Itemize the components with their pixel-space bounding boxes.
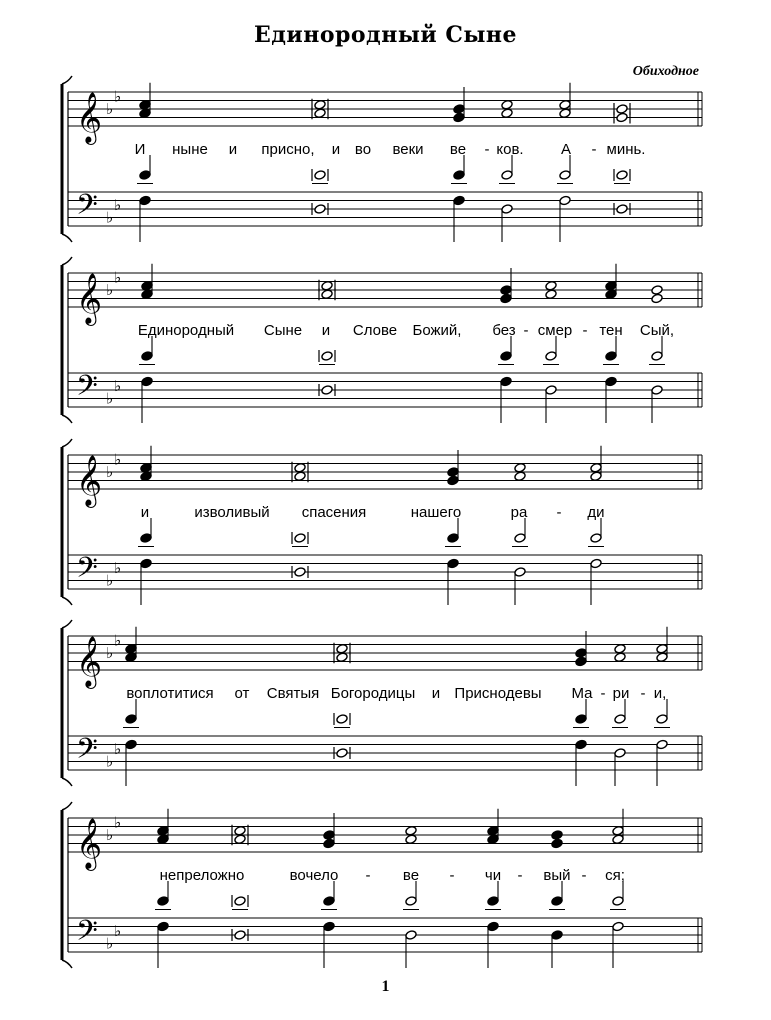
note-head xyxy=(157,896,169,907)
note-head xyxy=(575,739,587,750)
lyric-syllable: Слове xyxy=(352,322,398,339)
note-head xyxy=(656,652,668,663)
lyric-syllable: - xyxy=(449,867,455,884)
note-head xyxy=(559,99,571,110)
flat-sign: ♭ xyxy=(106,571,114,590)
flat-sign: ♭ xyxy=(106,463,114,481)
note-head xyxy=(500,376,512,387)
lyric-syllable: - xyxy=(591,141,597,158)
lyric-syllable: во xyxy=(354,141,372,158)
lyric-syllable: ве xyxy=(449,141,467,158)
music-system xyxy=(62,439,702,605)
note-head xyxy=(651,351,663,362)
note-head xyxy=(321,351,333,362)
note-head xyxy=(501,170,513,181)
note-head xyxy=(605,280,617,291)
lyric-syllable: Святыя xyxy=(266,685,320,702)
note-head xyxy=(551,896,563,907)
lyric-syllable: ри xyxy=(612,685,630,702)
lyric-syllable: и, xyxy=(653,685,667,702)
note-head xyxy=(590,533,602,544)
bracket-hook xyxy=(62,778,72,786)
lyric-syllable: воплотитися xyxy=(126,685,214,702)
treble-clef: 𝄞 xyxy=(76,818,103,869)
note-head xyxy=(294,462,306,473)
page-number: 1 xyxy=(381,978,390,995)
note-head xyxy=(323,921,335,932)
lyric-syllable: и xyxy=(140,504,150,521)
note-head xyxy=(656,714,668,725)
lyric-syllable: вочело xyxy=(289,867,339,884)
note-head xyxy=(125,714,137,725)
music-system xyxy=(62,76,702,242)
note-head xyxy=(321,280,333,291)
note-head xyxy=(614,714,626,725)
bracket-hook xyxy=(62,620,72,628)
note-head xyxy=(605,289,617,300)
note-head xyxy=(545,385,557,396)
note-head xyxy=(487,834,499,845)
lyric-syllable: А xyxy=(560,141,572,158)
note-head xyxy=(447,558,459,569)
note-head xyxy=(575,656,587,667)
note-head xyxy=(336,652,348,663)
note-head xyxy=(590,558,602,569)
note-head xyxy=(514,462,526,473)
lyric-syllable: и xyxy=(228,141,238,158)
flat-sign: ♭ xyxy=(114,195,122,214)
note-head xyxy=(139,170,151,181)
lyric-syllable: - xyxy=(365,867,371,884)
note-head xyxy=(500,285,512,296)
note-head xyxy=(656,739,668,750)
note-head xyxy=(323,838,335,849)
lyric-syllable: - xyxy=(600,685,606,702)
lyric-syllable: Приснодевы xyxy=(454,685,542,702)
lyric-syllable: ра xyxy=(510,504,528,521)
note-head xyxy=(405,896,417,907)
flat-sign: ♭ xyxy=(114,558,122,577)
lyric-syllable: - xyxy=(640,685,646,702)
lyric-syllable: - xyxy=(581,867,587,884)
note-head xyxy=(616,104,628,115)
flat-sign: ♭ xyxy=(114,739,122,758)
flat-sign: ♭ xyxy=(106,752,114,771)
bracket-hook xyxy=(62,76,72,84)
title: Единородный Сыне xyxy=(253,22,518,48)
note-head xyxy=(651,285,663,296)
note-head xyxy=(234,896,246,907)
bracket-hook xyxy=(62,257,72,265)
note-head xyxy=(405,930,417,941)
lyric-syllable: без xyxy=(492,322,516,339)
bracket-hook xyxy=(62,960,72,968)
bass-clef: 𝄢 xyxy=(76,551,98,592)
note-head xyxy=(551,930,563,941)
note-head xyxy=(514,567,526,578)
flat-sign: ♭ xyxy=(114,450,122,469)
bracket-hook xyxy=(62,234,72,242)
note-head xyxy=(612,921,624,932)
treble-clef: 𝄞 xyxy=(76,455,103,506)
lyric-syllable: чи xyxy=(484,867,502,884)
flat-sign: ♭ xyxy=(106,644,114,662)
note-head xyxy=(323,896,335,907)
lyric-syllable: ве xyxy=(402,867,420,884)
flat-sign: ♭ xyxy=(114,87,122,106)
note-head xyxy=(141,289,153,300)
treble-clef: 𝄞 xyxy=(76,636,103,687)
lyric-syllable: от xyxy=(234,685,250,702)
note-head xyxy=(140,471,152,482)
note-head xyxy=(139,195,151,206)
note-head xyxy=(141,351,153,362)
flat-sign: ♭ xyxy=(106,934,114,953)
note-head xyxy=(141,280,153,291)
note-head xyxy=(612,896,624,907)
note-head xyxy=(656,643,668,654)
note-head xyxy=(314,204,326,215)
note-head xyxy=(453,112,465,123)
note-head xyxy=(323,830,335,841)
note-head xyxy=(551,830,563,841)
note-head xyxy=(125,739,137,750)
lyric-syllable: Сый, xyxy=(639,322,675,339)
note-head xyxy=(559,195,571,206)
lyric-syllable: - xyxy=(517,867,523,884)
note-head xyxy=(336,748,348,759)
note-head xyxy=(545,351,557,362)
note-head xyxy=(139,108,151,119)
note-head xyxy=(447,467,459,478)
lyric-syllable: Единородный xyxy=(137,322,235,339)
note-head xyxy=(614,748,626,759)
note-head xyxy=(500,351,512,362)
note-head xyxy=(616,112,628,123)
note-head xyxy=(651,293,663,304)
note-head xyxy=(321,289,333,300)
lyric-syllable: - xyxy=(582,322,588,339)
lyric-syllable: ков. xyxy=(496,141,524,158)
note-head xyxy=(139,99,151,110)
bass-clef: 𝄢 xyxy=(76,732,98,773)
note-head xyxy=(575,648,587,659)
note-head xyxy=(234,834,246,845)
flat-sign: ♭ xyxy=(106,826,114,844)
flat-sign: ♭ xyxy=(106,100,114,118)
lyric-syllable: присно, xyxy=(261,141,315,158)
note-head xyxy=(612,825,624,836)
note-head xyxy=(590,462,602,473)
note-head xyxy=(487,825,499,836)
lyric-syllable: Божий, xyxy=(412,322,462,339)
note-head xyxy=(575,714,587,725)
treble-clef: 𝄞 xyxy=(76,273,103,324)
bracket-hook xyxy=(62,802,72,810)
note-head xyxy=(157,825,169,836)
bass-clef: 𝄢 xyxy=(76,914,98,955)
note-head xyxy=(314,108,326,119)
note-head xyxy=(140,462,152,473)
lyric-syllable: Сыне xyxy=(263,322,303,339)
note-head xyxy=(605,351,617,362)
note-head xyxy=(514,533,526,544)
lyric-syllable: - xyxy=(523,322,529,339)
lyric-syllable: веки xyxy=(392,141,424,158)
lyric-syllable: нашего xyxy=(410,504,462,521)
note-head xyxy=(453,104,465,115)
note-head xyxy=(294,471,306,482)
note-head xyxy=(453,195,465,206)
note-head xyxy=(651,385,663,396)
flat-sign: ♭ xyxy=(114,376,122,395)
note-head xyxy=(559,108,571,119)
music-system xyxy=(62,257,702,423)
note-head xyxy=(314,99,326,110)
lyric-syllable: и xyxy=(321,322,331,339)
flat-sign: ♭ xyxy=(114,268,122,287)
note-head xyxy=(612,834,624,845)
lyric-syllable: ныне xyxy=(172,141,208,158)
note-head xyxy=(141,376,153,387)
flat-sign: ♭ xyxy=(114,921,122,940)
lyric-syllable: - xyxy=(556,504,562,521)
lyric-syllable: смер xyxy=(537,322,573,339)
note-head xyxy=(590,471,602,482)
note-head xyxy=(234,930,246,941)
lyric-syllable: тен xyxy=(599,322,623,339)
bracket-hook xyxy=(62,415,72,423)
lyric-syllable: - xyxy=(484,141,490,158)
note-head xyxy=(501,108,513,119)
note-head xyxy=(453,170,465,181)
note-head xyxy=(500,293,512,304)
note-head xyxy=(616,170,628,181)
flat-sign: ♭ xyxy=(114,631,122,650)
note-head xyxy=(514,471,526,482)
note-head xyxy=(616,204,628,215)
note-head xyxy=(614,652,626,663)
note-head xyxy=(447,533,459,544)
note-head xyxy=(487,896,499,907)
note-head xyxy=(487,921,499,932)
flat-sign: ♭ xyxy=(106,208,114,227)
note-head xyxy=(336,714,348,725)
note-head xyxy=(157,834,169,845)
note-head xyxy=(551,838,563,849)
flat-sign: ♭ xyxy=(106,389,114,408)
subtitle: Обиходное xyxy=(632,64,699,79)
bracket-hook xyxy=(62,597,72,605)
note-head xyxy=(336,643,348,654)
lyric-syllable: изволивый xyxy=(194,504,270,521)
note-head xyxy=(234,825,246,836)
note-head xyxy=(559,170,571,181)
lyric-syllable: и xyxy=(331,141,341,158)
bass-clef: 𝄢 xyxy=(76,369,98,410)
lyric-syllable: минь. xyxy=(606,141,646,158)
note-head xyxy=(501,204,513,215)
lyric-syllable: и xyxy=(431,685,441,702)
lyric-syllable: И xyxy=(134,141,146,158)
music-system xyxy=(62,802,702,968)
note-head xyxy=(294,533,306,544)
lyric-syllable: Ма xyxy=(571,685,593,702)
note-head xyxy=(605,376,617,387)
note-head xyxy=(157,921,169,932)
note-head xyxy=(545,280,557,291)
note-head xyxy=(321,385,333,396)
lyric-syllable: Богородицы xyxy=(330,685,416,702)
note-head xyxy=(314,170,326,181)
note-head xyxy=(125,643,137,654)
flat-sign: ♭ xyxy=(106,281,114,299)
music-system xyxy=(62,620,702,786)
note-head xyxy=(140,558,152,569)
note-head xyxy=(545,289,557,300)
note-head xyxy=(294,567,306,578)
note-head xyxy=(405,834,417,845)
lyric-syllable: вый xyxy=(543,867,571,884)
lyric-syllable: спасения xyxy=(301,504,367,521)
bass-clef: 𝄢 xyxy=(76,188,98,229)
note-head xyxy=(614,643,626,654)
note-head xyxy=(447,475,459,486)
lyric-syllable: непреложно xyxy=(159,867,245,884)
lyric-syllable: ся; xyxy=(605,867,625,884)
note-head xyxy=(140,533,152,544)
note-head xyxy=(405,825,417,836)
lyric-syllable: ди xyxy=(587,504,605,521)
bracket-hook xyxy=(62,439,72,447)
note-head xyxy=(501,99,513,110)
flat-sign: ♭ xyxy=(114,813,122,832)
treble-clef: 𝄞 xyxy=(76,92,103,143)
note-head xyxy=(125,652,137,663)
